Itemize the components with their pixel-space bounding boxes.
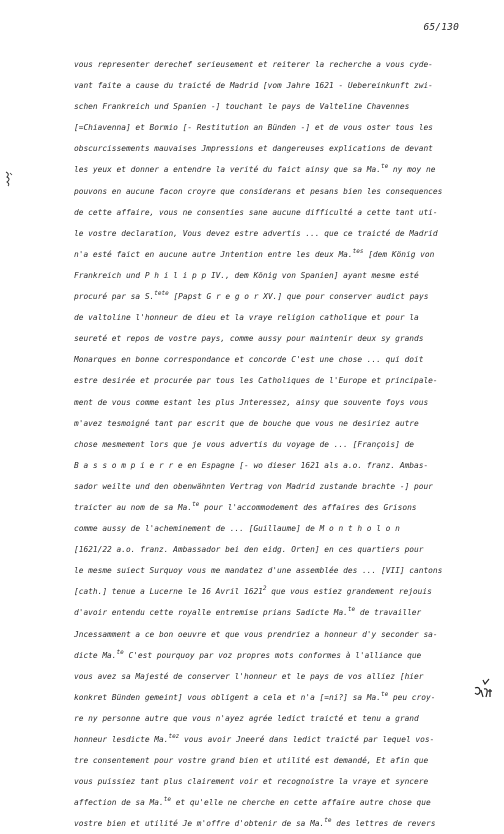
superscript: te: [163, 796, 171, 804]
line-text: le vostre declaration, Vous devez estre advertis ... que ce traicté de Madrid: [74, 228, 438, 238]
text-line: [74, 96, 466, 117]
line-text: [1621/22 a.o. franz. Ambassador bei den eidg. Orten] en ces quartiers pour: [74, 545, 424, 555]
line-text: m'avez tesmoigné tant par escrit que de bouche que vous ne desiriez autre: [74, 418, 419, 428]
line-text: de valtoline l'honneur de dieu et la vraye religion catholique et pour la: [74, 313, 419, 323]
text-line: [74, 265, 466, 286]
line-text: Jncessamment a ce bon oeuvre et que vous prendriez a honneur d'y seconder sa-: [74, 629, 438, 639]
text-line: [74, 434, 466, 455]
line-text: B a s s o m p i e r r e en Espagne [- wo dieser 1621 als a.o. franz. Ambas-: [74, 460, 429, 470]
text-line: [74, 202, 466, 223]
line-text: vous puissiez tant plus clairement voir et recognoistre la vraye et syncere: [74, 777, 429, 787]
line-text: konkret Bünden gemeint] vous obligent a cela et n'a [=ni?] sa Ma.: [74, 692, 381, 702]
text-line: [74, 560, 466, 581]
line-text: obscurcissements mauvaises Jmpressions et dangereuses explications de devant: [74, 144, 433, 154]
line-text: le mesme suiect Surquoy vous me mandatez d'une assemblée des ... [VII] cantons: [74, 566, 443, 576]
line-text: Monarques en bonne correspondance et concorde C'est une chose ... qui doit: [74, 355, 424, 365]
text-line: [74, 117, 466, 138]
text-line: [74, 181, 466, 202]
line-text: des lettres de revers: [331, 819, 436, 829]
line-text: et qu'elle ne cherche en cette affaire autre chose que: [170, 798, 431, 808]
handwritten-margin-mark-icon: [4, 170, 14, 188]
text-line: [74, 602, 466, 623]
line-text: peu croy-: [388, 692, 436, 702]
text-line: [74, 687, 466, 708]
text-line: [74, 645, 466, 666]
superscript: te: [116, 648, 124, 656]
line-text: les yeux et donner a entendre la verité du faict ainsy que sa Ma.: [74, 165, 381, 175]
line-text: vous avoir Jneeré dans ledict traicté par lequel vos-: [179, 735, 435, 744]
line-text: honneur lesdicte Ma.: [74, 735, 169, 744]
line-text: dicte Ma.: [74, 650, 117, 660]
line-text: [Papst G r e g o r XV.] que pour conserver audict pays: [168, 292, 429, 302]
text-line: [74, 244, 466, 265]
line-text: n'a esté faict en aucune autre Jntention entre les deux Ma.: [74, 249, 353, 259]
line-text: d'avoir entendu cette royalle entremise prians Sadicte Ma.: [74, 608, 348, 618]
superscript: te: [324, 817, 332, 825]
text-line: [74, 666, 466, 687]
text-line: [74, 75, 466, 96]
superscript: te: [192, 500, 200, 508]
superscript: tete: [154, 290, 169, 298]
line-text: sador weilte und den obenwähnten Vertrag von Madrid zustande brachte -] pour: [74, 481, 433, 491]
text-line: [74, 581, 466, 602]
line-text: pour l'accommodement des affaires des Grisons: [199, 502, 417, 512]
line-text: de cette affaire, vous ne consenties sane aucune difficulté a cette tant uti-: [74, 207, 438, 217]
text-line: [74, 286, 466, 307]
line-text: re ny personne autre que vous n'ayez agrée ledict traicté et tenu a grand: [74, 713, 419, 723]
handwritten-initials-mark-icon: [472, 678, 494, 700]
line-text: chose mesmement lors que je vous advertis du voyage de ... [François] de: [74, 439, 415, 449]
line-text: [=Chiavenna] et Bormio [- Restitution an Bünden -] et de vous oster tous les: [74, 123, 433, 133]
superscript: te: [347, 606, 356, 614]
line-text: vostre bien et utilité Je m'offre d'obtenir de sa Ma.: [74, 819, 325, 829]
text-line: [74, 138, 466, 159]
line-text: [dem König von: [363, 249, 435, 259]
line-text: seureté et repos de vostre pays, comme aussy pour maintenir deux sy grands: [74, 334, 424, 344]
line-text: ny moy ne: [388, 165, 436, 175]
page-number: 65/130: [423, 22, 459, 33]
text-line: [74, 708, 466, 729]
text-line: [74, 349, 466, 370]
text-line: [74, 413, 466, 434]
line-text: vous avez sa Majesté de conserver l'honneur et le pays de vos alliez [hier: [74, 671, 424, 681]
text-line: [74, 771, 466, 792]
text-line: [74, 813, 466, 834]
superscript: te: [380, 690, 389, 698]
text-line: [74, 307, 466, 328]
text-line: [74, 497, 466, 518]
text-line: [74, 729, 466, 750]
text-line: [74, 54, 466, 75]
line-text: vant faite a cause du traicté de Madrid [vom Jahre 1621 - Uebereinkunft zwi-: [74, 81, 433, 91]
text-line: [74, 223, 466, 244]
line-text: [cath.] tenue a Lucerne le 16 Avril 1621: [74, 587, 263, 597]
text-line: [74, 792, 466, 813]
superscript: tez: [168, 733, 180, 740]
line-text: pouvons en aucune facon croyre que considerans et pesans bien les consequences: [74, 186, 443, 196]
line-text: schen Frankreich und Spanien -] touchant le pays de Valteline Chavennes: [74, 102, 410, 112]
superscript: tes: [352, 247, 364, 255]
line-text: que vous estiez grandement rejouis: [266, 587, 432, 597]
line-text: vous representer derechef serieusement et reiterer la recherche a vous cyde-: [74, 60, 433, 69]
text-line: [74, 624, 466, 645]
line-text: traicter au nom de sa Ma.: [74, 502, 193, 512]
line-text: affection de sa Ma.: [74, 798, 164, 808]
line-text: Frankreich und P h i l i p p IV., dem König von Spanien] ayant mesme esté: [74, 270, 419, 280]
text-line: [74, 455, 466, 476]
line-text: ment de vous comme estant les plus Jnteressez, ainsy que souvente foys vous: [74, 397, 429, 407]
line-text: C'est pourquoy par voz propres mots conformes à l'alliance que: [123, 650, 422, 660]
line-text: de travailler: [355, 608, 422, 618]
text-line: [74, 370, 466, 391]
text-line: [74, 328, 466, 349]
line-text: estre desirée et procurée par tous les Catholiques de l'Europe et principale-: [74, 376, 438, 386]
text-line: [74, 518, 466, 539]
text-line: [74, 476, 466, 497]
text-line: [74, 539, 466, 560]
text-line: [74, 159, 466, 180]
text-line: [74, 392, 466, 413]
line-text: procuré par sa S.: [74, 292, 155, 302]
line-text: comme aussy de l'acheminement de ... [Guillaume] de M o n t h o l o n: [74, 524, 400, 534]
line-text: tre consentement pour vostre grand bien et utilité est demandé, Et afin que: [74, 756, 429, 766]
superscript: 2: [262, 585, 267, 593]
text-line: [74, 750, 466, 771]
superscript: te: [380, 163, 389, 171]
document-body: [74, 54, 466, 834]
